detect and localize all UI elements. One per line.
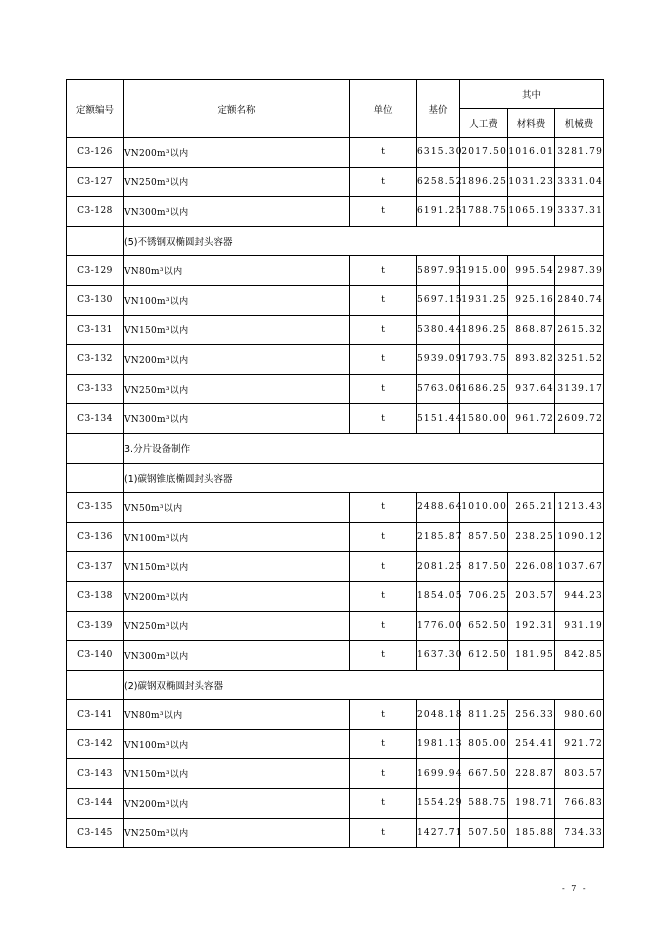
unit: t (350, 167, 417, 197)
header-material: 材料费 (508, 109, 555, 138)
base-price: 5380.44 (417, 315, 460, 345)
table-row (67, 256, 604, 286)
section-row (67, 226, 604, 256)
unit: t (350, 197, 417, 227)
base-price: 5697.15 (417, 285, 460, 315)
item-name: VN50m³以内 (124, 493, 350, 523)
table-row (67, 759, 604, 789)
base-price: 1981.13 (417, 729, 460, 759)
material-cost: 203.57 (508, 581, 555, 611)
header-labor: 人工费 (460, 109, 508, 138)
base-price: 5763.06 (417, 374, 460, 404)
table-row (67, 493, 604, 523)
unit: t (350, 493, 417, 523)
labor-cost: 805.00 (460, 729, 508, 759)
quota-code: C3-129 (67, 256, 124, 286)
unit: t (350, 759, 417, 789)
header-name: 定额名称 (124, 80, 350, 138)
machine-cost: 734.33 (555, 818, 604, 848)
machine-cost: 2609.72 (555, 404, 604, 434)
table-row (67, 345, 604, 375)
base-price: 1699.94 (417, 759, 460, 789)
section-row (67, 670, 604, 700)
labor-cost: 857.50 (460, 522, 508, 552)
quota-code: C3-130 (67, 285, 124, 315)
unit: t (350, 611, 417, 641)
base-price: 5897.93 (417, 256, 460, 286)
section-row (67, 433, 604, 463)
unit: t (350, 315, 417, 345)
section-code-cell (67, 670, 124, 700)
quota-table (66, 79, 604, 848)
machine-cost: 2615.32 (555, 315, 604, 345)
item-name: VN300m³以内 (124, 641, 350, 671)
machine-cost: 2840.74 (555, 285, 604, 315)
material-cost: 1031.23 (508, 167, 555, 197)
section-title: (1)碳钢锥底椭圆封头容器 (124, 463, 604, 493)
labor-cost: 811.25 (460, 700, 508, 730)
machine-cost: 3251.52 (555, 345, 604, 375)
table-row (67, 374, 604, 404)
table-row (67, 138, 604, 168)
item-name: VN200m³以内 (124, 581, 350, 611)
item-name: VN250m³以内 (124, 818, 350, 848)
unit: t (350, 345, 417, 375)
item-name: VN100m³以内 (124, 522, 350, 552)
section-title: (5)不锈钢双椭圆封头容器 (124, 226, 604, 256)
quota-table-body (67, 138, 604, 848)
item-name: VN150m³以内 (124, 759, 350, 789)
item-name: VN150m³以内 (124, 315, 350, 345)
unit: t (350, 700, 417, 730)
material-cost: 937.64 (508, 374, 555, 404)
table-row (67, 581, 604, 611)
material-cost: 226.08 (508, 552, 555, 582)
quota-code: C3-141 (67, 700, 124, 730)
table-row (67, 522, 604, 552)
material-cost: 228.87 (508, 759, 555, 789)
labor-cost: 1915.00 (460, 256, 508, 286)
machine-cost: 3281.79 (555, 138, 604, 168)
base-price: 5939.09 (417, 345, 460, 375)
header-machine: 机械费 (555, 109, 604, 138)
table-row (67, 552, 604, 582)
machine-cost: 2987.39 (555, 256, 604, 286)
item-name: VN200m³以内 (124, 789, 350, 819)
item-name: VN80m³以内 (124, 256, 350, 286)
machine-cost: 842.85 (555, 641, 604, 671)
item-name: VN250m³以内 (124, 374, 350, 404)
machine-cost: 1037.67 (555, 552, 604, 582)
material-cost: 995.54 (508, 256, 555, 286)
labor-cost: 817.50 (460, 552, 508, 582)
quota-code: C3-139 (67, 611, 124, 641)
machine-cost: 3331.04 (555, 167, 604, 197)
header-unit: 单位 (350, 80, 417, 138)
base-price: 1637.30 (417, 641, 460, 671)
table-row (67, 789, 604, 819)
labor-cost: 1931.25 (460, 285, 508, 315)
header-base-price: 基价 (417, 80, 460, 138)
quota-code: C3-132 (67, 345, 124, 375)
item-name: VN200m³以内 (124, 345, 350, 375)
labor-cost: 588.75 (460, 789, 508, 819)
quota-code: C3-143 (67, 759, 124, 789)
unit: t (350, 818, 417, 848)
page-number: - 7 - (562, 884, 588, 893)
machine-cost: 980.60 (555, 700, 604, 730)
section-code-cell (67, 433, 124, 463)
labor-cost: 1686.25 (460, 374, 508, 404)
section-title: (2)碳钢双椭圆封头容器 (124, 670, 604, 700)
material-cost: 265.21 (508, 493, 555, 523)
unit: t (350, 404, 417, 434)
quota-code: C3-137 (67, 552, 124, 582)
labor-cost: 2017.50 (460, 138, 508, 168)
material-cost: 893.82 (508, 345, 555, 375)
labor-cost: 1010.00 (460, 493, 508, 523)
item-name: VN150m³以内 (124, 552, 350, 582)
unit: t (350, 552, 417, 582)
table-row (67, 167, 604, 197)
unit: t (350, 285, 417, 315)
quota-code: C3-126 (67, 138, 124, 168)
table-row (67, 404, 604, 434)
unit: t (350, 641, 417, 671)
table-row (67, 197, 604, 227)
base-price: 6315.30 (417, 138, 460, 168)
labor-cost: 706.25 (460, 581, 508, 611)
item-name: VN250m³以内 (124, 611, 350, 641)
quota-code: C3-134 (67, 404, 124, 434)
quota-code: C3-131 (67, 315, 124, 345)
machine-cost: 1213.43 (555, 493, 604, 523)
labor-cost: 652.50 (460, 611, 508, 641)
section-code-cell (67, 226, 124, 256)
labor-cost: 1793.75 (460, 345, 508, 375)
machine-cost: 766.83 (555, 789, 604, 819)
unit: t (350, 256, 417, 286)
base-price: 2185.87 (417, 522, 460, 552)
machine-cost: 1090.12 (555, 522, 604, 552)
table-row (67, 729, 604, 759)
quota-code: C3-127 (67, 167, 124, 197)
base-price: 2488.64 (417, 493, 460, 523)
material-cost: 254.41 (508, 729, 555, 759)
machine-cost: 931.19 (555, 611, 604, 641)
item-name: VN250m³以内 (124, 167, 350, 197)
machine-cost: 3139.17 (555, 374, 604, 404)
base-price: 1854.05 (417, 581, 460, 611)
quota-code: C3-140 (67, 641, 124, 671)
material-cost: 1016.01 (508, 138, 555, 168)
material-cost: 925.16 (508, 285, 555, 315)
labor-cost: 667.50 (460, 759, 508, 789)
base-price: 1427.71 (417, 818, 460, 848)
item-name: VN100m³以内 (124, 285, 350, 315)
labor-cost: 1788.75 (460, 197, 508, 227)
table-row (67, 641, 604, 671)
item-name: VN80m³以内 (124, 700, 350, 730)
base-price: 1776.00 (417, 611, 460, 641)
table-row (67, 818, 604, 848)
quota-code: C3-128 (67, 197, 124, 227)
item-name: VN200m³以内 (124, 138, 350, 168)
section-title: 3.分片设备制作 (124, 433, 604, 463)
header-row-top (67, 80, 604, 109)
material-cost: 198.71 (508, 789, 555, 819)
item-name: VN300m³以内 (124, 197, 350, 227)
quota-code: C3-133 (67, 374, 124, 404)
machine-cost: 944.23 (555, 581, 604, 611)
base-price: 5151.44 (417, 404, 460, 434)
quota-code: C3-142 (67, 729, 124, 759)
labor-cost: 1896.25 (460, 167, 508, 197)
quota-code: C3-135 (67, 493, 124, 523)
unit: t (350, 374, 417, 404)
machine-cost: 3337.31 (555, 197, 604, 227)
unit: t (350, 729, 417, 759)
item-name: VN100m³以内 (124, 729, 350, 759)
material-cost: 256.33 (508, 700, 555, 730)
labor-cost: 1896.25 (460, 315, 508, 345)
base-price: 6258.52 (417, 167, 460, 197)
item-name: VN300m³以内 (124, 404, 350, 434)
unit: t (350, 581, 417, 611)
unit: t (350, 138, 417, 168)
base-price: 2081.25 (417, 552, 460, 582)
base-price: 1554.29 (417, 789, 460, 819)
material-cost: 181.95 (508, 641, 555, 671)
table-row (67, 315, 604, 345)
machine-cost: 921.72 (555, 729, 604, 759)
section-code-cell (67, 463, 124, 493)
machine-cost: 803.57 (555, 759, 604, 789)
material-cost: 238.25 (508, 522, 555, 552)
table-row (67, 285, 604, 315)
base-price: 2048.18 (417, 700, 460, 730)
quota-code: C3-145 (67, 818, 124, 848)
unit: t (350, 789, 417, 819)
header-code: 定额编号 (67, 80, 124, 138)
labor-cost: 1580.00 (460, 404, 508, 434)
labor-cost: 612.50 (460, 641, 508, 671)
material-cost: 868.87 (508, 315, 555, 345)
header-among: 其中 (460, 80, 604, 109)
material-cost: 961.72 (508, 404, 555, 434)
quota-code: C3-144 (67, 789, 124, 819)
quota-code: C3-138 (67, 581, 124, 611)
material-cost: 192.31 (508, 611, 555, 641)
material-cost: 1065.19 (508, 197, 555, 227)
base-price: 6191.25 (417, 197, 460, 227)
section-row (67, 463, 604, 493)
table-row (67, 611, 604, 641)
quota-code: C3-136 (67, 522, 124, 552)
unit: t (350, 522, 417, 552)
table-row (67, 700, 604, 730)
material-cost: 185.88 (508, 818, 555, 848)
labor-cost: 507.50 (460, 818, 508, 848)
